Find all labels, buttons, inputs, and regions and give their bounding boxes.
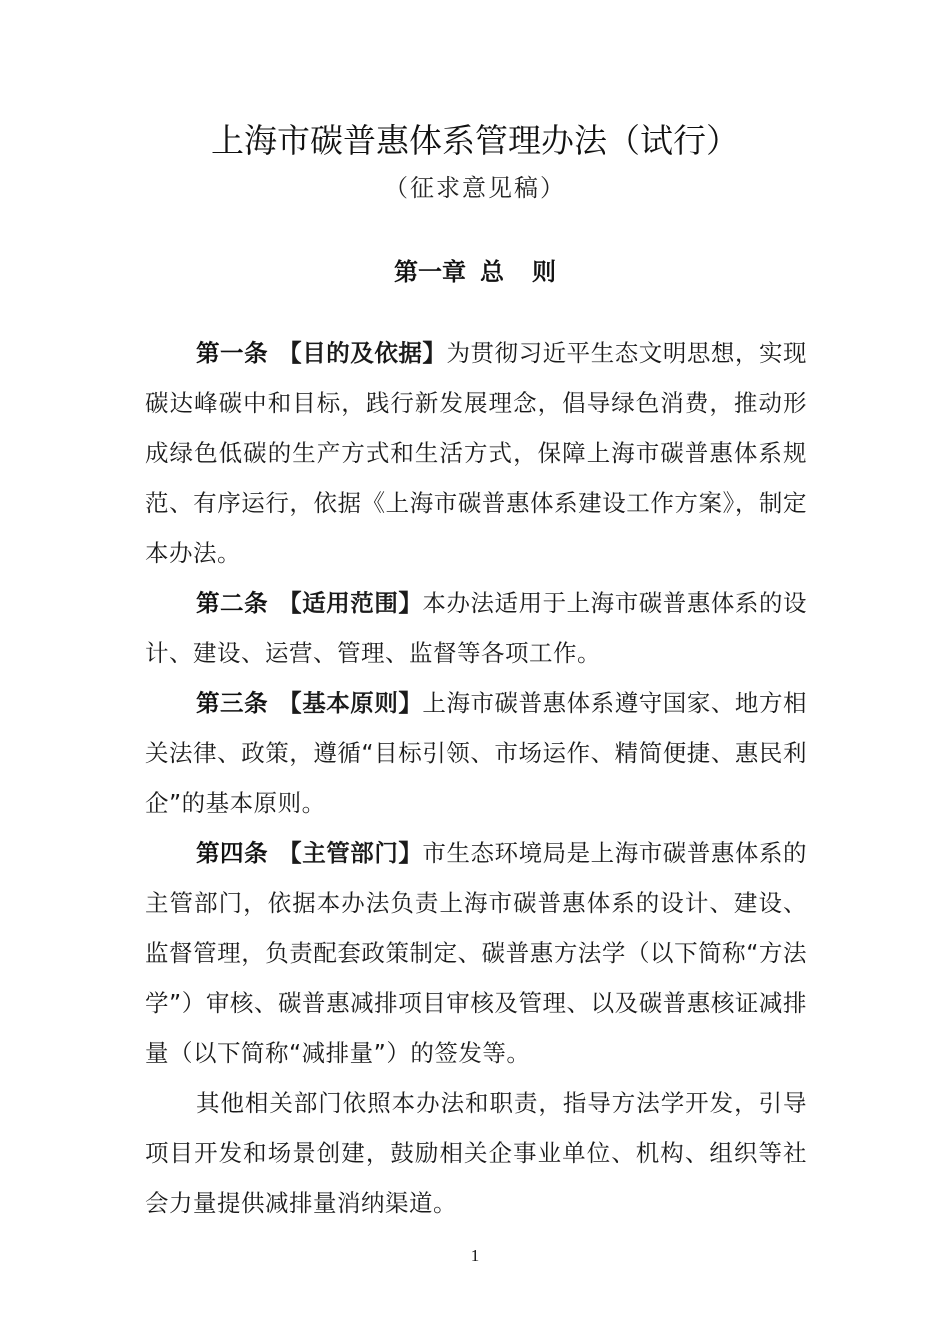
article-heading: 【基本原则】 bbox=[278, 689, 423, 717]
article-label: 第四条 bbox=[196, 839, 269, 867]
chapter-number: 第一章 bbox=[394, 258, 466, 286]
article-label: 第二条 bbox=[196, 589, 269, 617]
chapter-name-part1: 总 bbox=[480, 258, 504, 286]
paragraph-other-departments: 其他相关部门依照本办法和职责，指导方法学开发，引导项目开发和场景创建，鼓励相关企事业单位、机构、组织等社会力量提供减排量消纳渠道。 bbox=[145, 1089, 807, 1217]
chapter-heading bbox=[0, 252, 950, 292]
article-heading: 【适用范围】 bbox=[278, 589, 423, 617]
page-number: 1 bbox=[470, 1246, 480, 1265]
article-label: 第三条 bbox=[196, 689, 269, 717]
article-text: 市生态环境局是上海市碳普惠体系的主管部门，依据本办法负责上海市碳普惠体系的设计、建设、监督管理，负责配套政策制定、碳普惠方法学（以下简称“方法学”）审核、碳普惠减排项目审核及管理、以及碳普惠核证减排量（以下简称“减排量”）的签发等。 bbox=[145, 839, 808, 1067]
chapter-name-part2: 则 bbox=[532, 258, 556, 286]
article-2 bbox=[145, 578, 807, 678]
document-title: 上海市碳普惠体系管理办法（试行） bbox=[211, 121, 739, 160]
article-text: 上海市碳普惠体系遵守国家、地方相关法律、政策，遵循“目标引领、市场运作、精简便捷、惠民利企”的基本原则。 bbox=[145, 689, 808, 817]
document-body bbox=[145, 328, 807, 1228]
article-text: 为贯彻习近平生态文明思想，实现碳达峰碳中和目标，践行新发展理念，倡导绿色消费，推动形成绿色低碳的生产方式和生活方式，保障上海市碳普惠体系规范、有序运行，依据《上海市碳普惠体系建设工作方案》，制定本办法。 bbox=[145, 339, 808, 567]
article-3 bbox=[145, 678, 807, 828]
article-heading: 【目的及依据】 bbox=[278, 339, 447, 367]
article-text: 本办法适用于上海市碳普惠体系的设计、建设、运营、管理、监督等各项工作。 bbox=[145, 589, 808, 667]
article-4 bbox=[145, 828, 807, 1078]
article-label: 第一条 bbox=[196, 339, 269, 367]
document-subtitle: （征求意见稿） bbox=[384, 174, 566, 202]
article-1 bbox=[145, 328, 807, 578]
article-heading: 【主管部门】 bbox=[278, 839, 423, 867]
